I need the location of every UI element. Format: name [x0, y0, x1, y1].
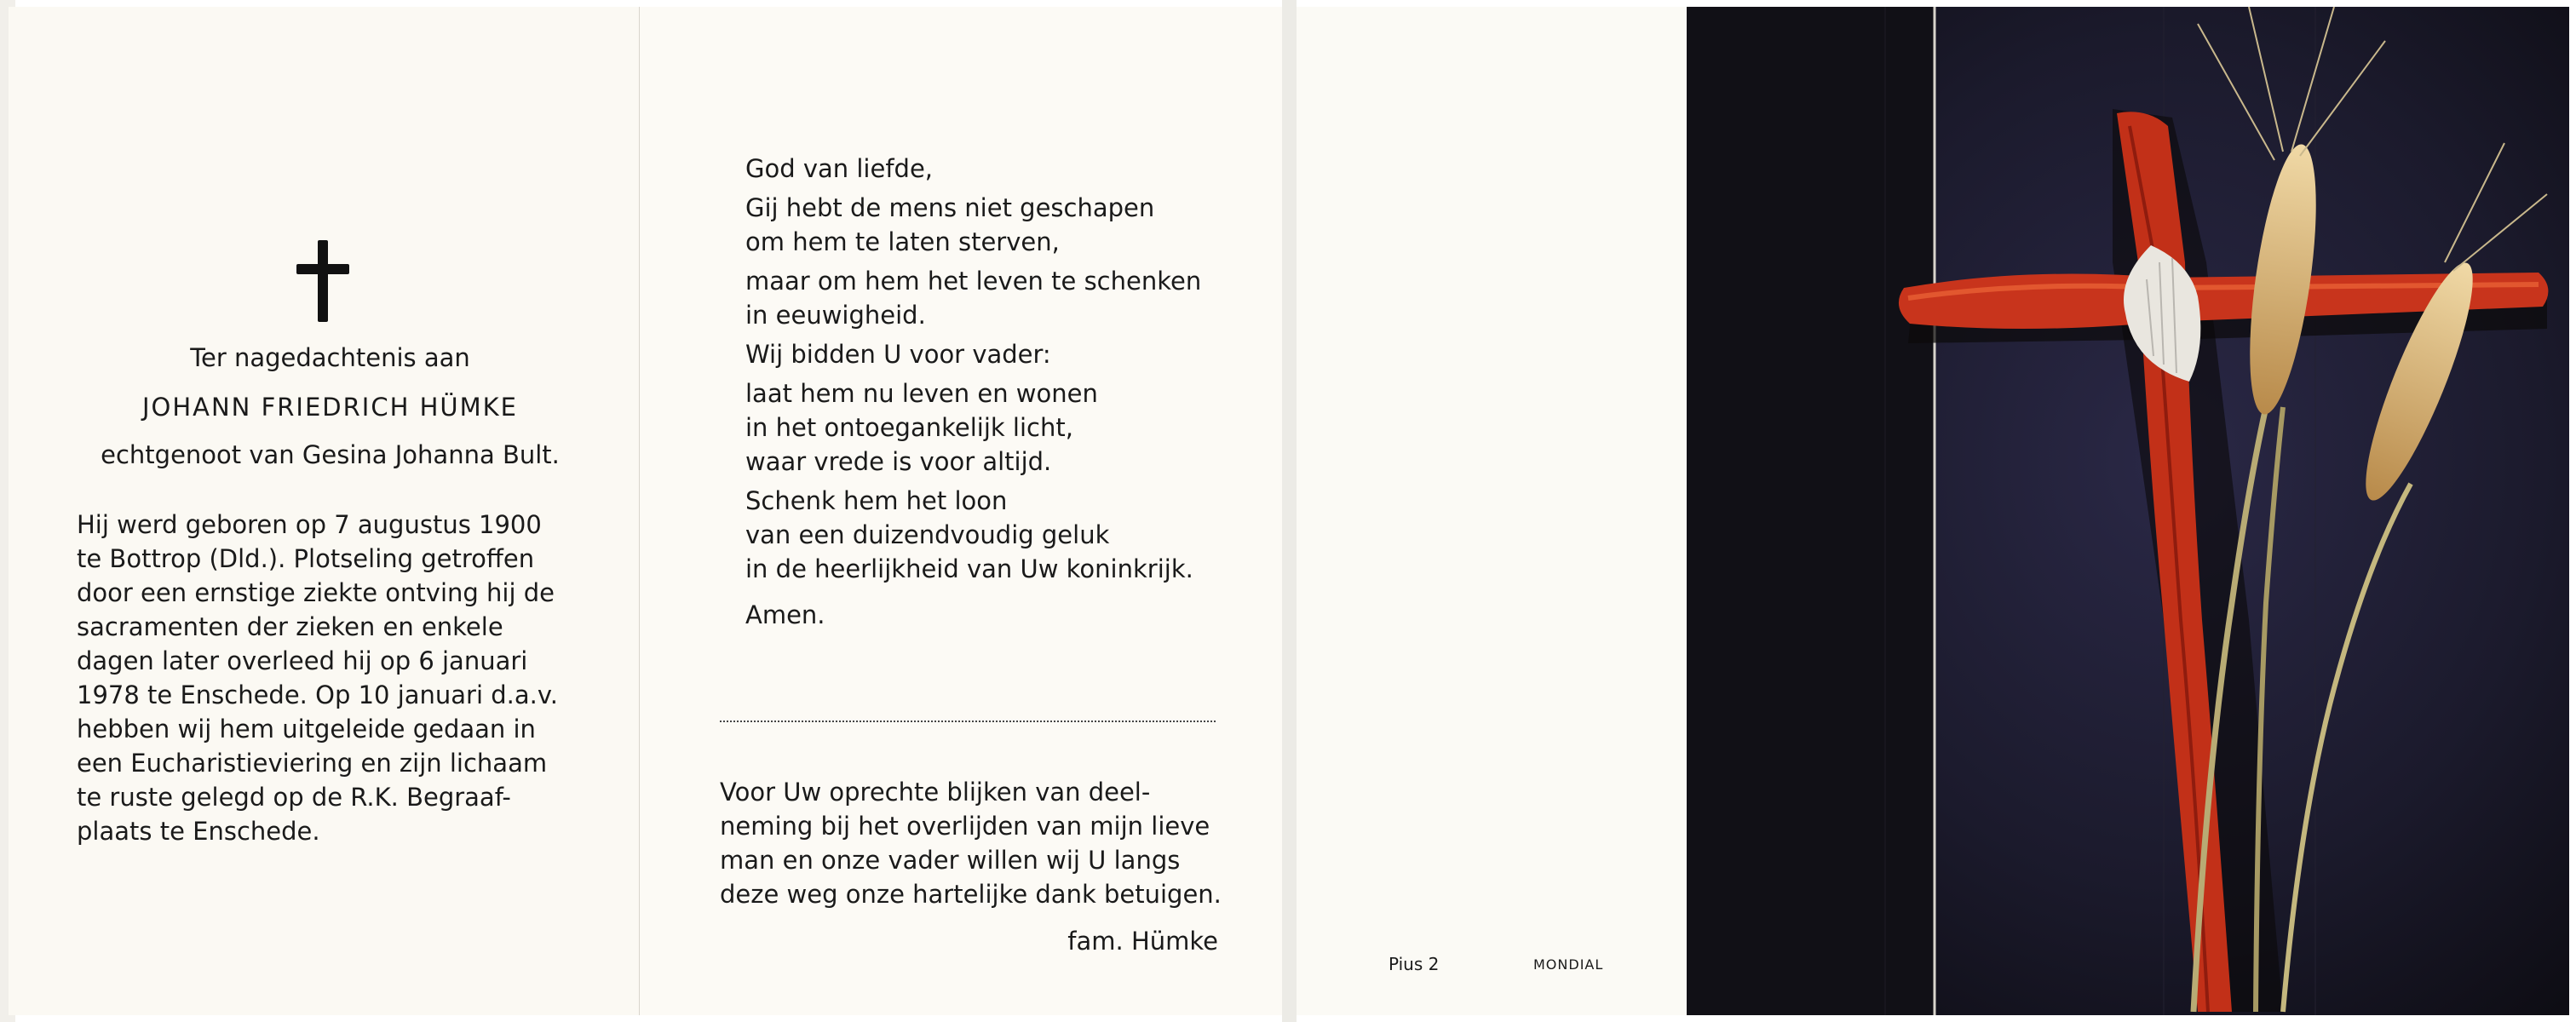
biography-line: dagen later overleed hij op 6 januari	[77, 646, 528, 675]
prayer-line: Schenk hem het loon	[745, 486, 1008, 515]
thanks-line: man en onze vader willen wij U langs	[720, 846, 1181, 875]
prayer-line: Wij bidden U voor vader:	[745, 340, 1051, 369]
thanks-line: neming bij het overlijden van mijn lieve	[720, 812, 1210, 841]
crucifix-wheat-photo	[1687, 7, 2569, 1015]
thanks-line: Voor Uw oprechte blijken van deel-	[720, 778, 1151, 807]
card-fold-line	[639, 7, 640, 1015]
prayer-text	[745, 152, 1222, 632]
biography-line: Hij werd geboren op 7 augustus 1900	[77, 510, 542, 539]
biography-line: plaats te Enschede.	[77, 817, 320, 846]
family-signature: fam. Hümke	[1067, 927, 1218, 956]
prayer-line: God van liefde,	[745, 154, 934, 183]
prayer-line: om hem te laten sterven,	[745, 227, 1060, 256]
biography-line: te Bottrop (Dld.). Plotseling getroffen	[77, 544, 535, 573]
thanks-text	[720, 775, 1222, 911]
biography-line: hebben wij hem uitgeleide gedaan in	[77, 715, 536, 744]
memorial-heading: Ter nagedachtenis aan	[190, 343, 470, 372]
biography-text	[77, 508, 584, 848]
biography-line: sacramenten der zieken en enkele	[77, 612, 503, 641]
cross-icon	[296, 240, 349, 322]
prayer-line: waar vrede is voor altijd.	[745, 447, 1052, 476]
print-code: Pius 2	[1389, 954, 1440, 974]
publisher-mark: MONDIAL	[1533, 956, 1604, 973]
spouse-line: echtgenoot van Gesina Johanna Bult.	[101, 440, 560, 469]
biography-line: 1978 te Enschede. Op 10 januari d.a.v.	[77, 680, 558, 709]
crucifix-illustration	[1687, 7, 2569, 1015]
prayer-line: in eeuwigheid.	[745, 301, 926, 330]
memorial-card-back-panel	[1297, 7, 1687, 1015]
prayer-line: in het ontoegankelijk licht,	[745, 413, 1073, 442]
biography-line: een Eucharistieviering en zijn lichaam	[77, 749, 548, 778]
prayer-line: Amen.	[745, 600, 825, 629]
biography-line: door een ernstige ziekte ontving hij de	[77, 578, 555, 607]
deceased-name: JOHANN FRIEDRICH HÜMKE	[141, 393, 519, 422]
prayer-line: Gij hebt de mens niet geschapen	[745, 193, 1155, 222]
biography-line: te ruste gelegd op de R.K. Begraaf-	[77, 783, 511, 812]
prayer-line: laat hem nu leven en wonen	[745, 379, 1098, 408]
dotted-divider	[720, 721, 1216, 722]
prayer-line: in de heerlijkheid van Uw koninkrijk.	[745, 554, 1193, 583]
prayer-line: van een duizendvoudig geluk	[745, 520, 1110, 549]
prayer-line: maar om hem het leven te schenken	[745, 267, 1202, 296]
thanks-line: deze weg onze hartelijke dank betuigen.	[720, 880, 1222, 909]
